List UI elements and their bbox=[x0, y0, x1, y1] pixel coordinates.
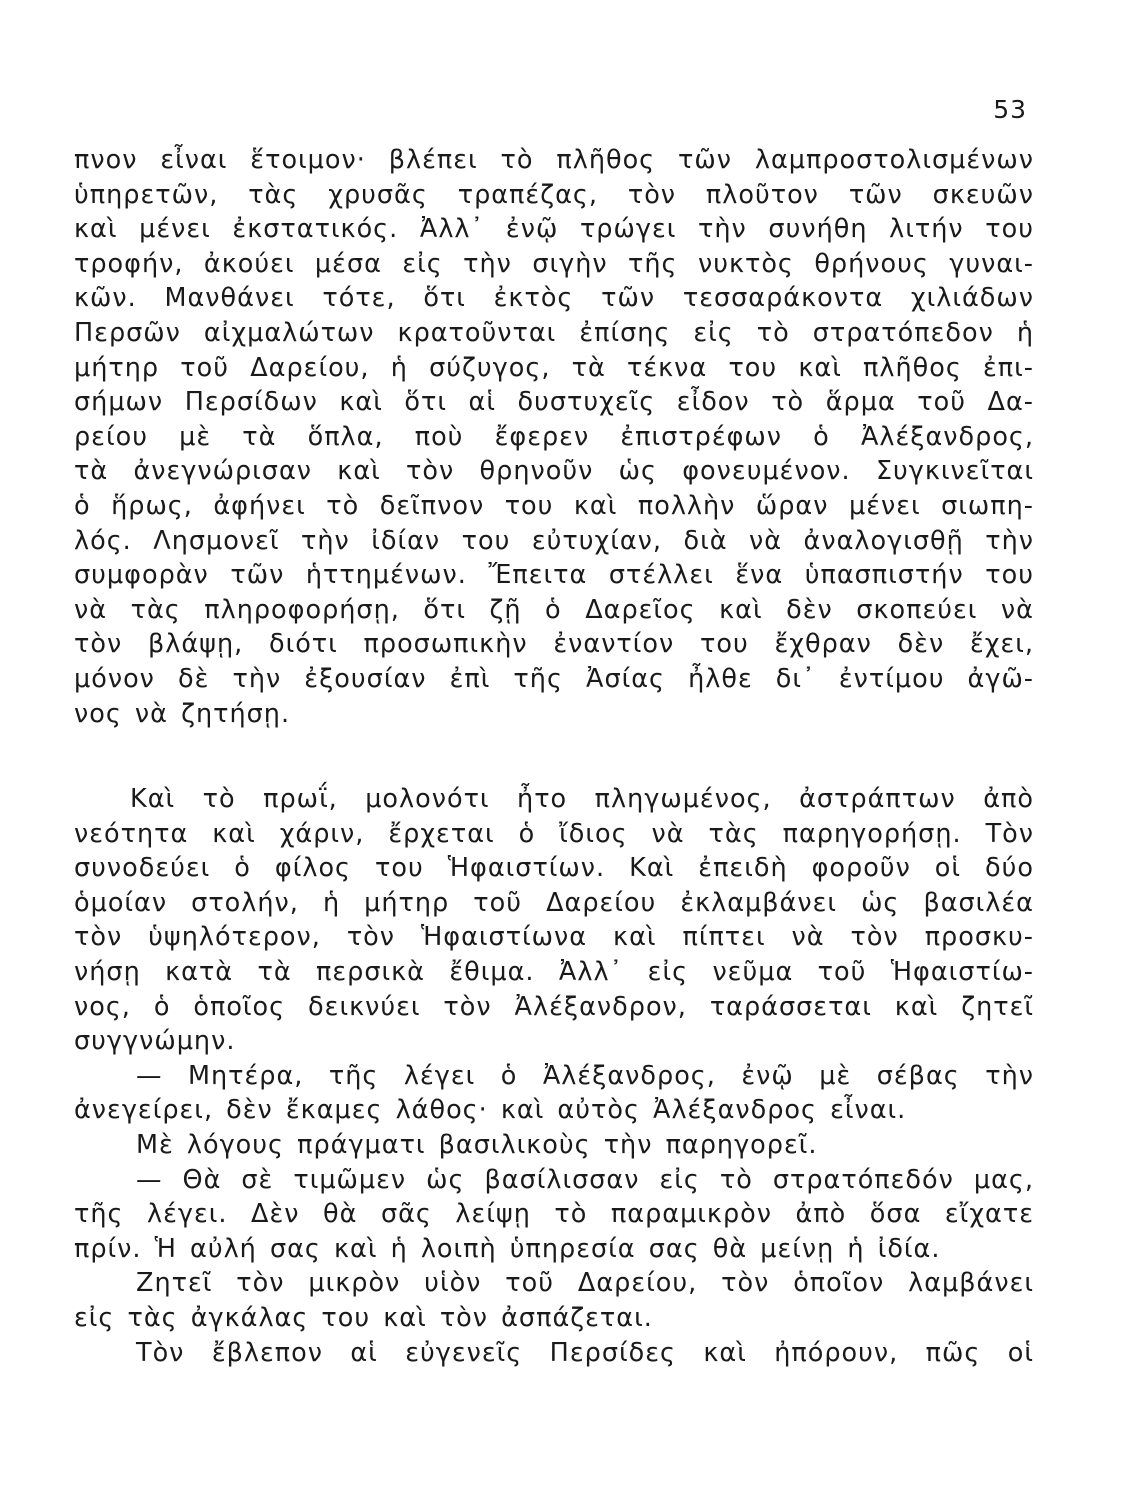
text-line: Περσῶν αἰχμαλώτων κρατοῦνται ἐπίσης εἰς τὸ στρατόπεδον ἡ bbox=[74, 317, 1034, 348]
text-line: Καὶ τὸ πρωΐ, μολονότι ἦτο πληγωμένος, ἀστράπτων ἀπὸ bbox=[130, 784, 1034, 814]
text-line: ὁ ἥρως, ἀφήνει τὸ δεῖπνον του καὶ πολλὴν ὥραν μένει σιωπη- bbox=[74, 490, 1034, 521]
paragraph-continued bbox=[74, 143, 1034, 731]
text-line: καὶ μένει ἐκστατικός. Ἀλλ᾿ ἐνῷ τρώγει τὴν συνήθη λιτήν του bbox=[74, 214, 1034, 245]
text-line: τῆς λέγει. Δὲν θὰ σᾶς λείψῃ τὸ παραμικρὸν ἀπὸ ὅσα εἴχατε bbox=[74, 1199, 1034, 1230]
text-line: νος νὰ ζητήσῃ. bbox=[74, 698, 291, 729]
text-line: εἰς τὰς ἀγκάλας του καὶ τὸν ἀσπάζεται. bbox=[74, 1302, 653, 1333]
text-line: Ζητεῖ τὸν μικρὸν υἱὸν τοῦ Δαρείου, τὸν ὁποῖον λαμβάνει bbox=[136, 1268, 1034, 1299]
text-line: λός. Λησμονεῖ τὴν ἰδίαν του εὐτυχίαν, διὰ νὰ ἀναλογισθῇ τὴν bbox=[74, 525, 1034, 556]
text-line: συγγνώμην. bbox=[74, 1026, 236, 1057]
text-line: συμφορὰν τῶν ἡττημένων. Ἔπειτα στέλλει ἕνα ὑπασπιστήν του bbox=[74, 560, 1034, 591]
paragraph-morning-visit bbox=[74, 782, 1034, 1370]
page-number: 53 bbox=[993, 95, 1027, 124]
text-line: ὁμοίαν στολήν, ἡ μήτηρ τοῦ Δαρείου ἐκλαμβάνει ὡς βασιλέα bbox=[74, 887, 1034, 918]
text-line: Τὸν ἔβλεπον αἱ εὐγενεῖς Περσίδες καὶ ἠπόρουν, πῶς οἱ bbox=[136, 1337, 1034, 1368]
text-line: κῶν. Μανθάνει τότε, ὅτι ἐκτὸς τῶν τεσσαράκοντα χιλιάδων bbox=[74, 283, 1034, 314]
dialogue-line: — Μητέρα, τῆς λέγει ὁ Ἀλέξανδρος, ἐνῷ μὲ σέβας τὴν bbox=[136, 1060, 1034, 1091]
text-line: νος, ὁ ὁποῖος δεικνύει τὸν Ἀλέξανδρον, ταράσσεται καὶ ζητεῖ bbox=[74, 991, 1034, 1022]
text-line: Μὲ λόγους πράγματι βασιλικοὺς τὴν παρηγορεῖ. bbox=[136, 1129, 818, 1160]
text-line: σήμων Περσίδων καὶ ὅτι αἱ δυστυχεῖς εἶδον τὸ ἅρμα τοῦ Δα- bbox=[74, 387, 1034, 418]
text-line: νὰ τὰς πληροφορήσῃ, ὅτι ζῇ ὁ Δαρεῖος καὶ δὲν σκοπεύει νὰ bbox=[74, 594, 1034, 625]
text-line: ὑπηρετῶν, τὰς χρυσᾶς τραπέζας, τὸν πλοῦτον τῶν σκευῶν bbox=[74, 179, 1034, 210]
text-line: συνοδεύει ὁ φίλος του Ἡφαιστίων. Καὶ ἐπειδὴ φοροῦν οἱ δύο bbox=[74, 853, 1034, 884]
text-line: τὸν βλάψῃ, διότι προσωπικὴν ἐναντίον του ἔχθραν δὲν ἔχει, bbox=[74, 629, 1034, 660]
text-line: μήτηρ τοῦ Δαρείου, ἡ σύζυγος, τὰ τέκνα του καὶ πλῆθος ἐπι- bbox=[74, 352, 1034, 383]
text-line: τὸν ὑψηλότερον, τὸν Ἡφαιστίωνα καὶ πίπτει νὰ τὸν προσκυ- bbox=[74, 922, 1034, 953]
text-line: νεότητα καὶ χάριν, ἔρχεται ὁ ἴδιος νὰ τὰς παρηγορήσῃ. Τὸν bbox=[74, 818, 1034, 849]
text-line: ρείου μὲ τὰ ὅπλα, ποὺ ἔφερεν ἐπιστρέφων ὁ Ἀλέξανδρος, bbox=[74, 421, 1034, 452]
text-line: ἀνεγείρει, δὲν ἔκαμες λάθος· καὶ αὐτὸς Ἀλέξανδρος εἶναι. bbox=[74, 1095, 907, 1126]
text-line: πρίν. Ἡ αὐλή σας καὶ ἡ λοιπὴ ὑπηρεσία σας θὰ μείνῃ ἡ ἰδία. bbox=[74, 1233, 941, 1264]
text-line: πνον εἶναι ἕτοιμον· βλέπει τὸ πλῆθος τῶν λαμπροστολισμένων bbox=[74, 145, 1034, 175]
dialogue-line: — Θὰ σὲ τιμῶμεν ὡς βασίλισσαν εἰς τὸ στρατόπεδόν μας, bbox=[136, 1164, 1034, 1195]
text-line: τροφήν, ἀκούει μέσα εἰς τὴν σιγὴν τῆς νυκτὸς θρήνους γυναι- bbox=[74, 248, 1034, 279]
text-line: νήσῃ κατὰ τὰ περσικὰ ἔθιμα. Ἀλλ᾿ εἰς νεῦμα τοῦ Ἡφαιστίω- bbox=[74, 956, 1034, 987]
text-line: τὰ ἀνεγνώρισαν καὶ τὸν θρηνοῦν ὡς φονευμένον. Συγκινεῖται bbox=[74, 456, 1034, 487]
text-line: μόνον δὲ τὴν ἐξουσίαν ἐπὶ τῆς Ἀσίας ἦλθε δι᾿ ἐντίμου ἀγῶ- bbox=[74, 663, 1034, 694]
